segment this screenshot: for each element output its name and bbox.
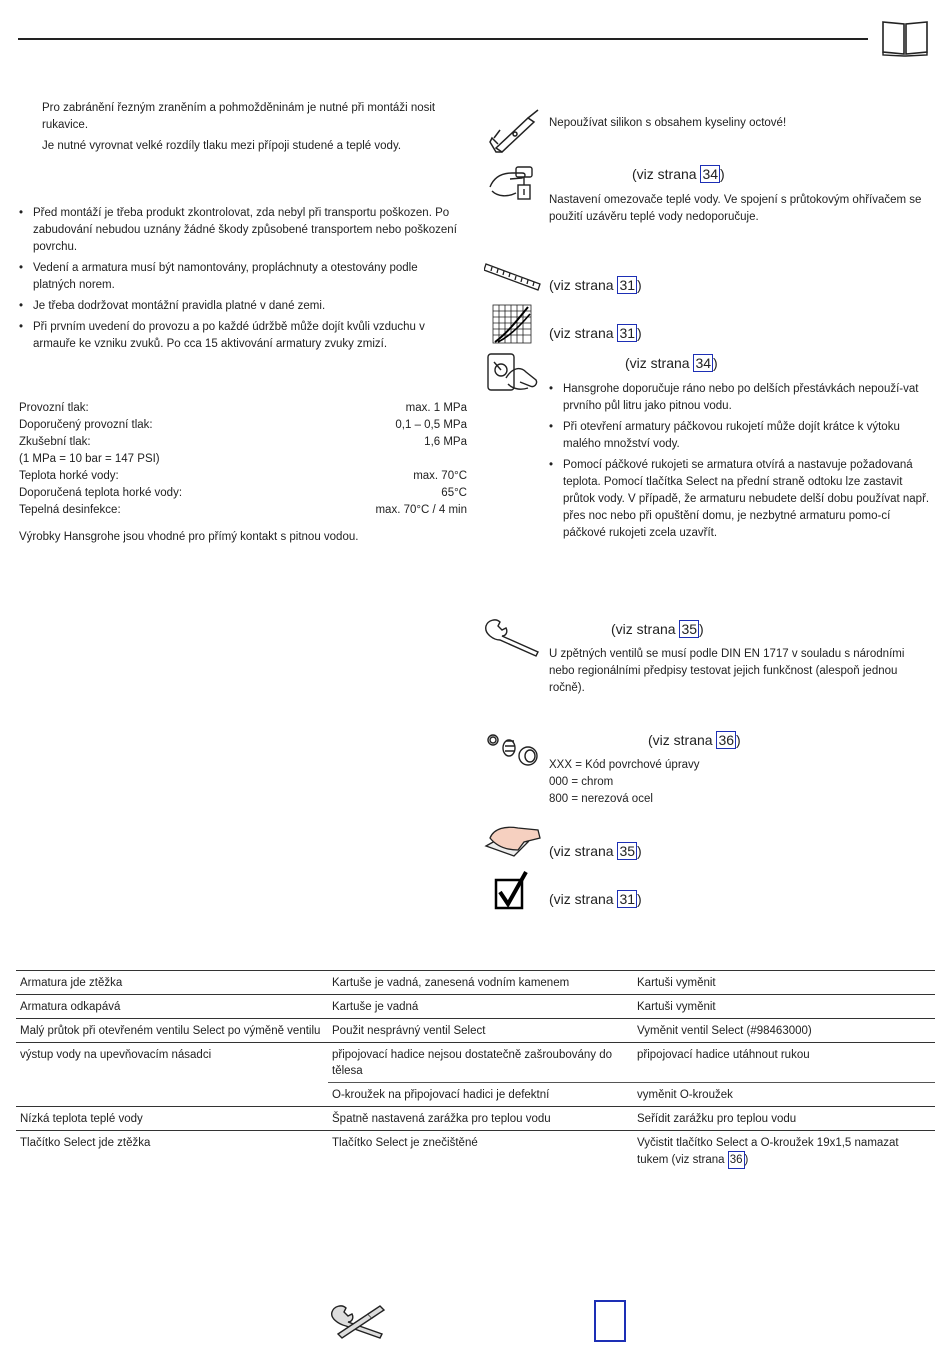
silicone-note: Nepoužívat silikon s obsahem kyseliny octové! xyxy=(549,117,787,129)
page-link[interactable]: 34 xyxy=(695,355,712,371)
page-link[interactable]: 34 xyxy=(702,166,719,182)
drinking-water-note: Výrobky Hansgrohe jsou vhodné pro přímý kontakt s pitnou vodou. xyxy=(19,531,359,543)
hand-handle-icon xyxy=(486,350,540,394)
list-item: • Při prvním uvedení do provozu a po každé údržbě může dojít kvůli vzduchu v armauře ke vzniku zvuků. Po cca 15 aktivování armatury zvuky zmizí. xyxy=(19,319,459,353)
cleaning-ref: (viz strana 35 ) xyxy=(549,843,642,859)
ruler-icon xyxy=(484,258,542,294)
finish-codes: XXX = Kód povrchové úpravy 000 = chrom 800 = nerezová ocel xyxy=(549,759,700,805)
page-link[interactable]: 36 xyxy=(718,732,735,748)
hand-limiter-icon xyxy=(486,163,542,205)
checkmark-box-icon xyxy=(494,870,528,910)
table-row: O-kroužek na připojovací hadici je defektní vyměnit O-kroužek xyxy=(16,1083,935,1107)
specs-table xyxy=(19,400,467,546)
cleaning-cloth-icon xyxy=(484,824,542,860)
spare-parts-icon xyxy=(484,728,542,768)
spec-row: Zkušební tlak: 1,6 MPa xyxy=(19,436,467,448)
safety-gloves-text: Pro zabránění řezným zraněním a pohmožděninám je nutné při montáži nosit rukavice. xyxy=(42,102,436,131)
safety-section xyxy=(42,100,467,155)
table-row: Armatura odkapává Kartuše je vadná Kartuši vyměnit xyxy=(16,995,935,1019)
list-item: • Je třeba dodržovat montážní pravidla platné v dané zemi. xyxy=(19,298,459,315)
silicone-gun-icon xyxy=(488,108,544,156)
spec-row: (1 MPa = 10 bar = 147 PSI) xyxy=(19,453,160,465)
page-link[interactable]: 31 xyxy=(619,891,636,907)
list-item: • Při otevření armatury páčkovou rukojetí může dojít krátce k výtoku malého množství vody. xyxy=(549,419,931,453)
maintenance-ref: (viz strana 35 ) xyxy=(611,621,704,637)
install-notes xyxy=(19,205,459,357)
table-row: Malý průtok při otevřeném ventilu Select po výměně ventilu Použit nesprávný ventil Select Vyměnit ventil Select (#98463000) xyxy=(16,1019,935,1043)
parts-ref: (viz strana 36 ) xyxy=(648,732,741,748)
spec-row: Provozní tlak: max. 1 MPa xyxy=(19,402,467,414)
manual-book-icon xyxy=(880,16,930,58)
table-row: Tlačítko Select jde ztěžka Tlačítko Select je znečištěné Vyčistit tlačítko Select a O-kroužek 19x1,5 namazat tukem (viz strana 36 ) xyxy=(16,1131,935,1173)
flow-graph-icon xyxy=(492,304,532,344)
wrench-icon xyxy=(482,618,542,658)
table-row: Armatura jde ztěžka Kartuše je vadná, zanesená vodním kamenem Kartuši vyměnit xyxy=(16,971,935,995)
spec-row: Teplota horké vody: max. 70°C xyxy=(19,470,467,482)
page-link[interactable]: 35 xyxy=(681,621,698,637)
page-link[interactable]: 31 xyxy=(619,277,636,293)
page-link[interactable]: 31 xyxy=(619,325,636,341)
dimensions-ref: (viz strana 31 ) xyxy=(549,277,642,293)
header-rule xyxy=(18,38,868,40)
spec-row: Tepelná desinfekce: max. 70°C / 4 min xyxy=(19,504,467,516)
test-ref: (viz strana 31 ) xyxy=(549,891,642,907)
operation-notes xyxy=(549,381,931,546)
limiter-ref: (viz strana 34 ) xyxy=(632,166,725,182)
table-row: výstup vody na upevňovacím násadci připojovací hadice nejsou dostatečně zašroubovány do tělesa připojovací hadice utáhnout rukou xyxy=(16,1043,935,1083)
page-link[interactable]: 36 xyxy=(728,1151,745,1169)
safety-pressure-text: Je nutné vyrovnat velké rozdíly tlaku mezi přípoji studené a teplé vody. xyxy=(42,140,402,152)
flow-ref: (viz strana 31 ) xyxy=(549,325,642,341)
operation-ref: (viz strana 34 ) xyxy=(625,355,718,371)
spec-row: Doporučená teplota horké vody: 65°C xyxy=(19,487,467,499)
table-row: Nízká teplota teplé vody Špatně nastavená zarážka pro teplou vodu Seřídit zarážku pro teplou vodu xyxy=(16,1107,935,1131)
list-item: • Vedení a armatura musí být namontovány, propláchnuty a otestovány podle platných norem. xyxy=(19,260,459,294)
list-item: • Hansgrohe doporučuje ráno nebo po delších přestávkách nepouží-vat prvního půl litru jako pitnou vodu. xyxy=(549,381,931,415)
maintenance-text: U zpětných ventilů se musí podle DIN EN 1717 v souladu s národními nebo regionálními předpisy testovat jejich funkčnost (alespoň jednou ročně). xyxy=(549,648,905,694)
list-item: • Pomocí páčkové rukojeti se armatura otvírá a nastavuje požadovaná teplota. Pomocí tlačítka Select na přední straně odtoku lze zastavit průtok vody. V případě, že armaturu nebudete delší dobu používat např. přes noc nebo při opuštění domu, je nezbytné armaturu pomo-cí páčkové rukojeti zcela uzavřít. xyxy=(549,457,931,542)
spec-row: Doporučený provozní tlak: 0,1 – 0,5 MPa xyxy=(19,419,467,431)
limiter-text: Nastavení omezovače teplé vody. Ve spojení s průtokovým ohřívačem se použití uzávěru teplé vody nedoporučuje. xyxy=(549,194,922,223)
page-box-icon xyxy=(594,1300,626,1342)
list-item: • Před montáží je třeba produkt zkontrolovat, zda nebyl při transportu poškozen. Po zabudování nebudou uznány žádné škody způsobené transportem nebo poškození povrchu. xyxy=(19,205,459,256)
troubleshooting-table xyxy=(16,970,935,1172)
tools-icon xyxy=(328,1302,386,1340)
page-link[interactable]: 35 xyxy=(619,843,636,859)
